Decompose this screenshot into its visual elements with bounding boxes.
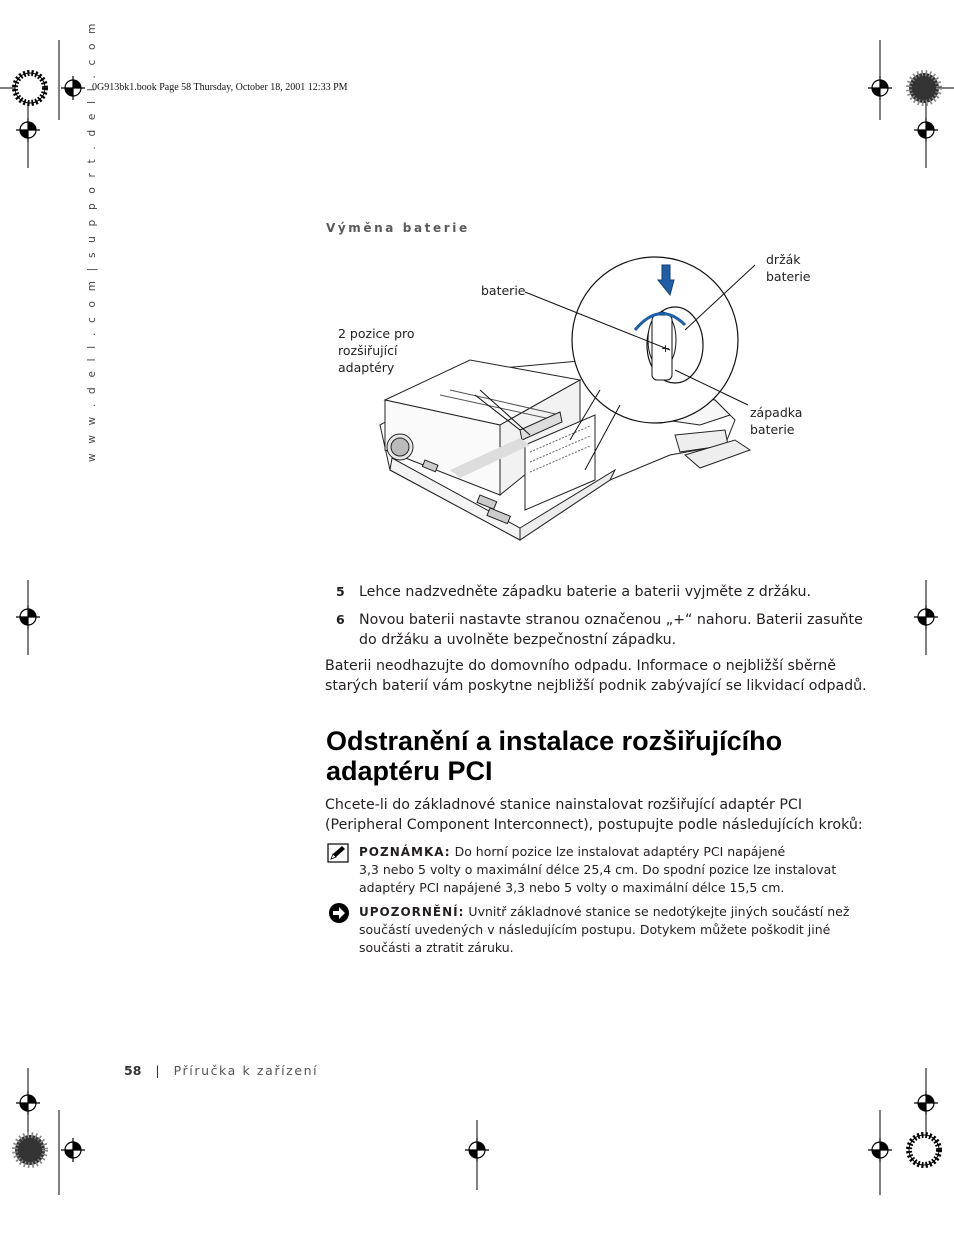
svg-text:+: + bbox=[661, 342, 671, 355]
disposal-paragraph bbox=[325, 656, 867, 696]
page-number: 58 bbox=[124, 1063, 142, 1078]
disposal-line2: starých baterií vám poskytne nejbližší podnik zabývající se likvidací odpadů. bbox=[325, 678, 867, 694]
callout-slots-line3: adaptéry bbox=[338, 360, 395, 375]
callout-holder-line2: baterie bbox=[766, 269, 811, 284]
intro-line1: Chcete-li do základnové stanice nainstalovat rozšiřující adaptér PCI bbox=[325, 797, 803, 813]
note-line3: adaptéry PCI napájené 3,3 nebo 5 volty o maximální délce 15,5 cm. bbox=[359, 880, 785, 895]
step-6 bbox=[336, 610, 863, 648]
section-label: Výměna baterie bbox=[326, 221, 470, 235]
step-6-line1: Novou baterii nastavte stranou označenou „+“ nahoru. Baterii zasuňte bbox=[359, 612, 863, 628]
note-line2: 3,3 nebo 5 volty o maximální délce 25,4 cm. Do spodní pozice lze instalovat bbox=[359, 862, 837, 877]
footer-separator: | bbox=[155, 1063, 160, 1078]
arrow-notice-icon bbox=[328, 902, 350, 924]
heading-line2: adaptéru PCI bbox=[326, 756, 493, 786]
callout-battery-latch bbox=[750, 404, 802, 438]
step-number: 6 bbox=[336, 612, 345, 627]
callout-battery: baterie bbox=[481, 283, 526, 298]
note-icon-wrap bbox=[327, 843, 349, 867]
heading-line1: Odstranění a instalace rozšiřujícího bbox=[326, 726, 783, 756]
callout-battery-holder bbox=[766, 251, 811, 285]
battery-figure bbox=[330, 240, 830, 550]
side-url: w w w . d e l l . c o m | s u p p o r t . d e l l . c o m bbox=[86, 20, 98, 462]
step-5 bbox=[336, 582, 812, 602]
notice-icon-wrap bbox=[328, 902, 350, 928]
section-heading bbox=[326, 726, 886, 786]
callout-latch-line2: baterie bbox=[750, 422, 795, 437]
step-6-line2: do držáku a uvolněte bezpečnostní západku. bbox=[359, 632, 677, 648]
notice-block bbox=[359, 903, 849, 957]
step-text: Lehce nadzvedněte západku baterie a baterii vyjměte z držáku. bbox=[359, 584, 812, 600]
note-label: POZNÁMKA: bbox=[359, 845, 451, 859]
note-block bbox=[359, 843, 836, 897]
callout-holder-line1: držák bbox=[766, 252, 801, 267]
notice-line3: součásti a ztratit záruku. bbox=[359, 940, 514, 955]
callout-latch-line1: západka bbox=[750, 405, 803, 420]
intro-line2: (Peripheral Component Interconnect), postupujte podle následujících kroků: bbox=[325, 817, 863, 833]
callout-slots-line1: 2 pozice pro bbox=[338, 326, 415, 341]
step-number: 5 bbox=[336, 584, 345, 599]
page-footer bbox=[124, 1063, 318, 1078]
disposal-line1: Baterii neodhazujte do domovního odpadu. Informace o nejbližší sběrně bbox=[325, 658, 836, 674]
print-header: 0G913bk1.book Page 58 Thursday, October 18, 2001 12:33 PM bbox=[92, 82, 348, 93]
callout-slots-line2: rozšiřující bbox=[338, 343, 398, 358]
step-text bbox=[359, 610, 863, 650]
notice-line1: Uvnitř základnové stanice se nedotýkejte jiných součástí než bbox=[468, 904, 850, 919]
notice-label: UPOZORNĚNÍ: bbox=[359, 905, 465, 919]
pencil-note-icon bbox=[327, 843, 349, 863]
footer-title: Příručka k zařízení bbox=[173, 1063, 319, 1078]
callout-expansion-slots bbox=[338, 325, 415, 376]
intro-paragraph bbox=[325, 795, 863, 835]
notice-line2: součástí uvedených v následujícím postupu. Dotykem můžete poškodit jiné bbox=[359, 922, 831, 937]
note-line1: Do horní pozice lze instalovat adaptéry PCI napájené bbox=[454, 844, 786, 859]
battery-diagram bbox=[330, 240, 830, 550]
